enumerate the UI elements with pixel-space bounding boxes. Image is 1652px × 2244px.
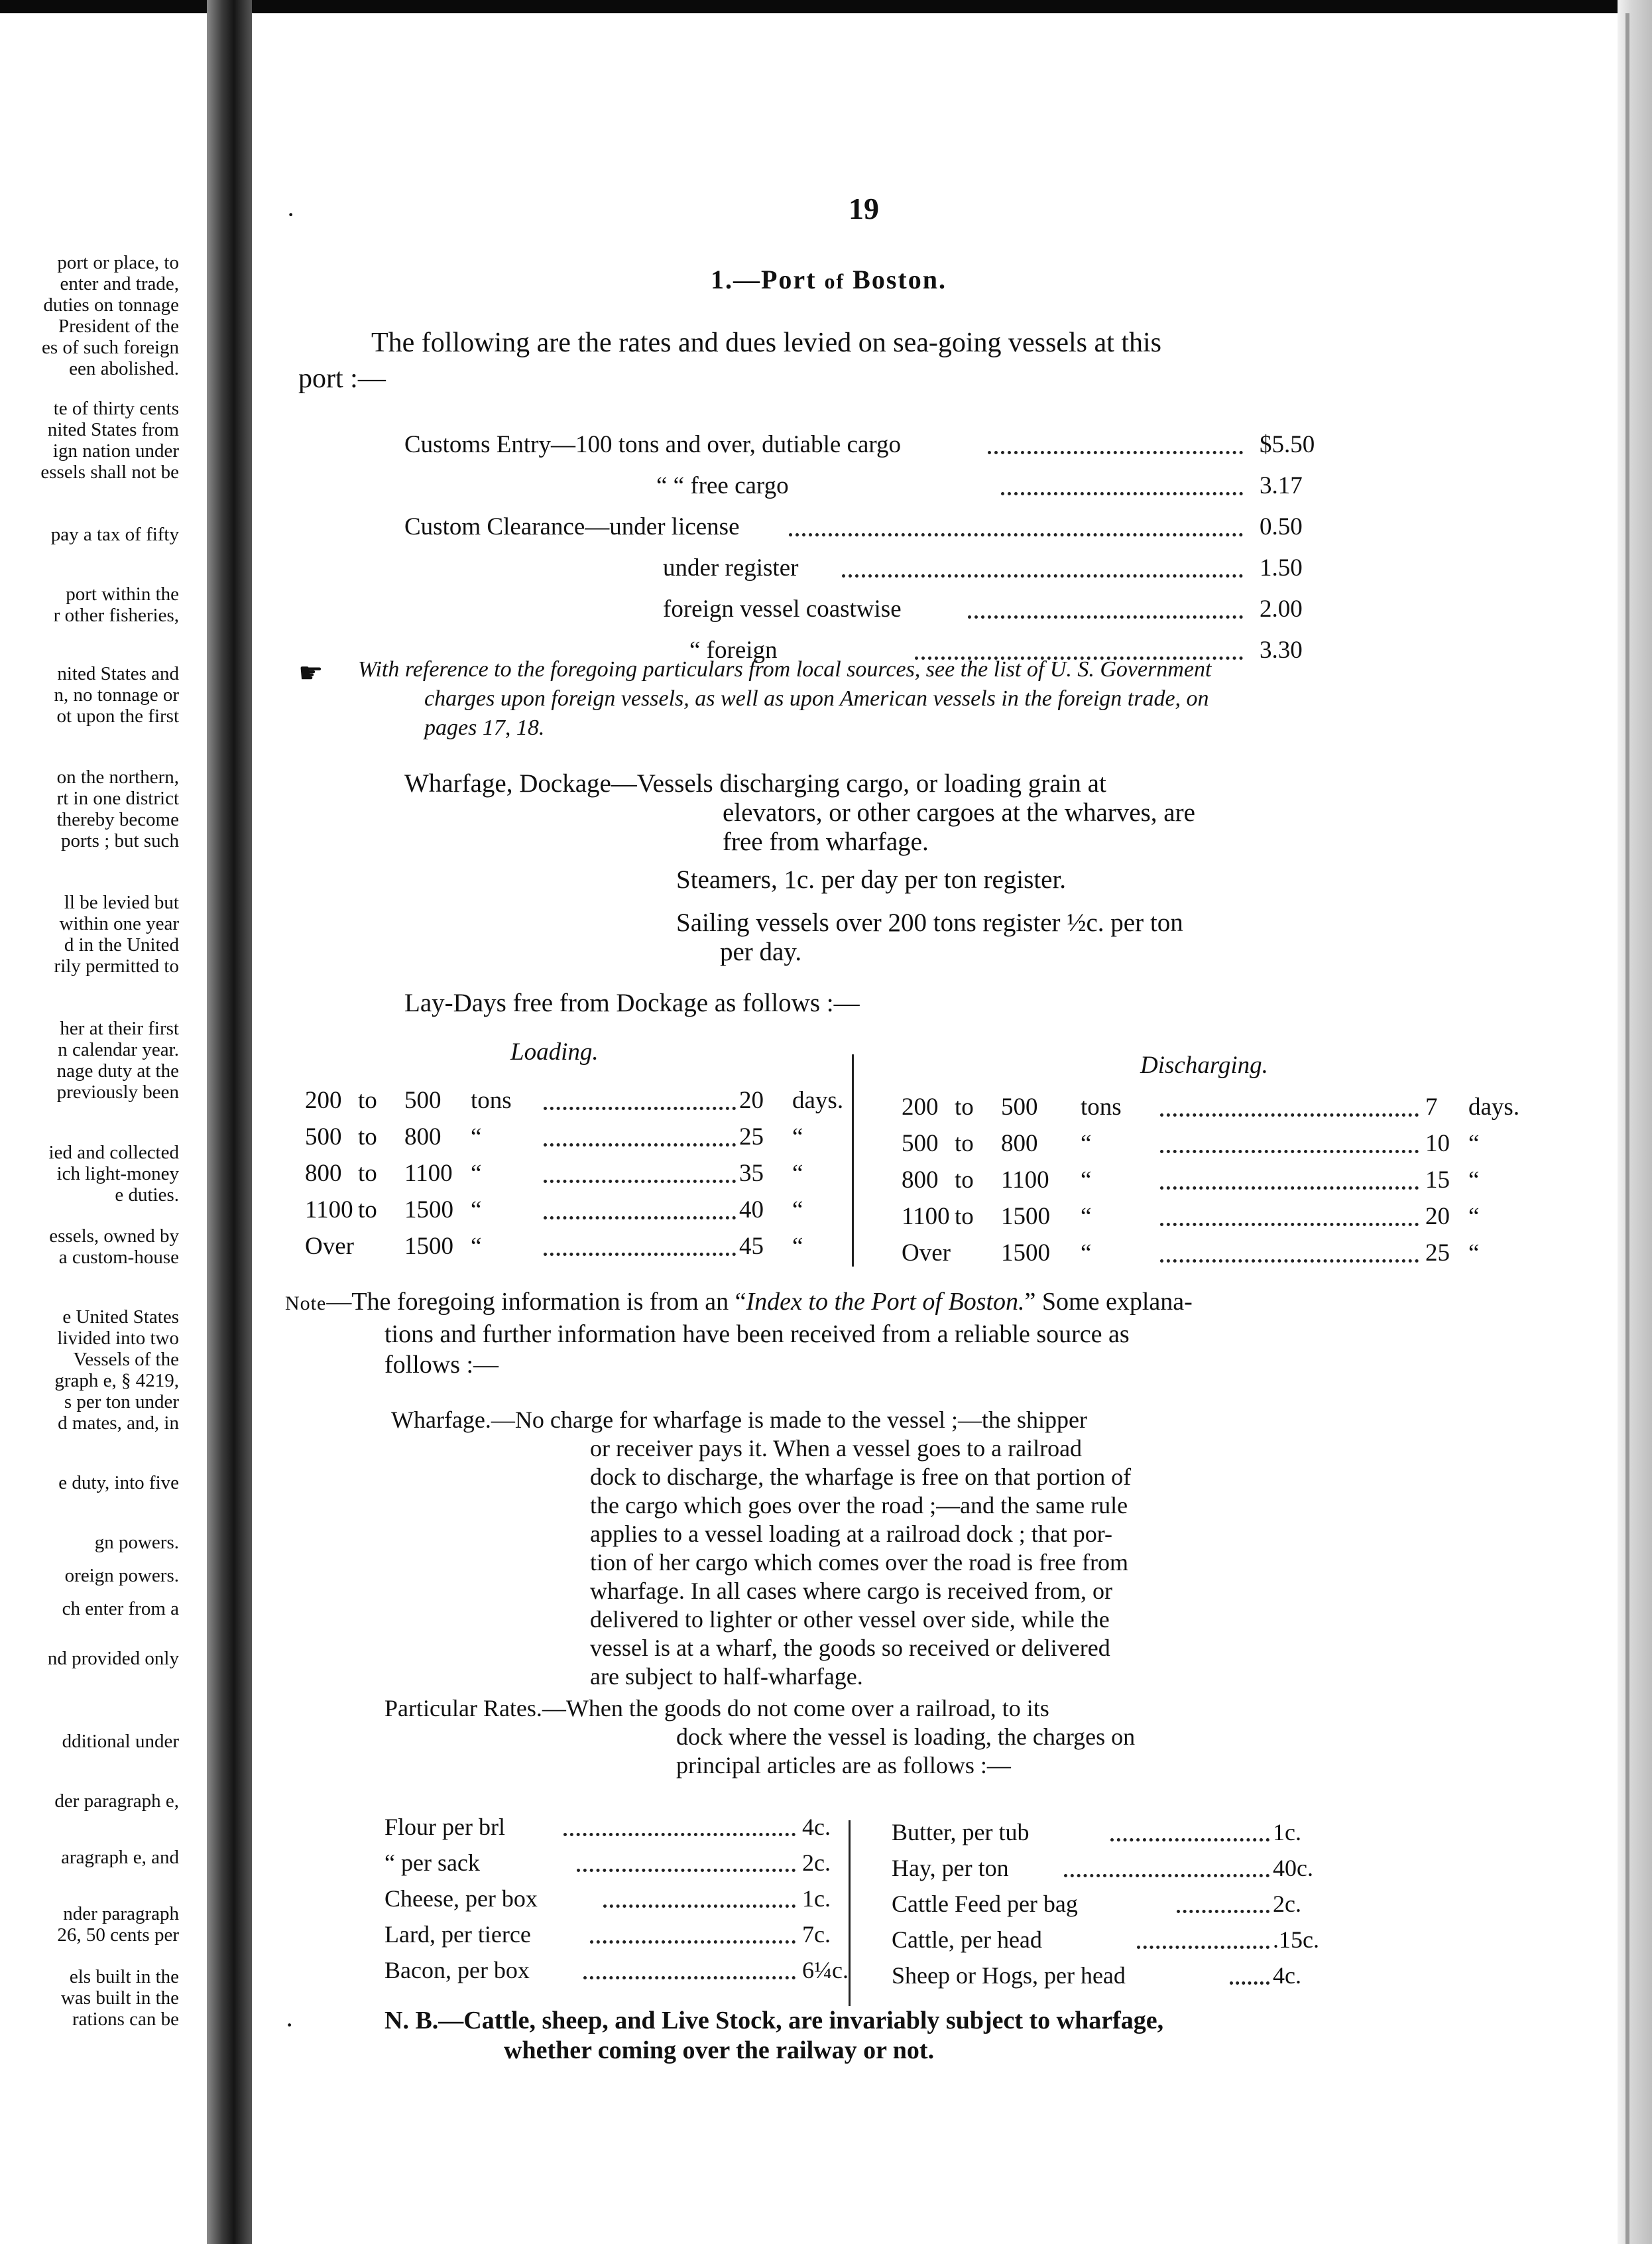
facing-page-text-fragment: Vessels of the (73, 1349, 179, 1370)
facing-page-text-fragment: enter and trade, (60, 273, 179, 294)
facing-page-text-fragment: on the northern, (56, 767, 179, 788)
dot-leader (1160, 1150, 1419, 1153)
discharging-to: 1100 (1001, 1166, 1049, 1194)
facing-page-text-fragment: oreign powers. (64, 1565, 179, 1586)
facing-page-text-fragment: ll be levied but (64, 892, 179, 913)
discharging-suffix: “ (1468, 1130, 1480, 1157)
dot-leader (1001, 492, 1243, 495)
dot-leader (1160, 1186, 1419, 1190)
discharging-to: 1500 (1001, 1203, 1050, 1230)
articles_right-price: 1c. (1273, 1819, 1301, 1845)
discharging-to-word: to (955, 1130, 974, 1157)
loading-to: 500 (404, 1087, 442, 1114)
discharging-days: 25 (1425, 1239, 1450, 1267)
wharfage-note-line: delivered to lighter or other vessel over side, while the (590, 1606, 1110, 1633)
loading-unit: “ (471, 1123, 482, 1151)
rate-row (404, 424, 1332, 466)
discharging-from: 1100 (902, 1203, 950, 1230)
discharging-from: Over (902, 1239, 951, 1267)
facing-page-text-fragment: her at their first (60, 1018, 179, 1039)
wharfage-note-line: vessel is at a wharf, the goods so received or delivered (590, 1635, 1110, 1661)
articles_left-price: 1c. (802, 1885, 831, 1912)
wharfage-note-line: the cargo which goes over the road ;—and the same rule (590, 1492, 1128, 1519)
articles_left-row (384, 1918, 895, 1951)
page-edge-line (1625, 13, 1629, 2244)
intro-paragraph: The following are the rates and dues levied on sea-going vessels at this port :— (298, 328, 1161, 394)
dot-leader (544, 1107, 736, 1110)
discharging-unit: tons (1081, 1093, 1122, 1121)
facing-page-text-fragment: n calendar year. (58, 1039, 179, 1060)
articles_right-price: 2c. (1273, 1891, 1301, 1917)
articles_left-label: Lard, per tierce (384, 1921, 531, 1948)
wharfage-note-line: dock to discharge, the wharfage is free on that portion of (590, 1464, 1132, 1490)
discharging-to: 800 (1001, 1130, 1038, 1157)
rate-amount: 0.50 (1260, 513, 1303, 540)
dot-leader (1064, 1874, 1269, 1877)
discharging-row (902, 1200, 1525, 1233)
articles_right-label: Cattle Feed per bag (892, 1891, 1078, 1917)
discharging-row (902, 1164, 1525, 1197)
wharfage-dockage: Wharfage, Dockage—Vessels discharging cargo, or loading grain at elevators, or other cargoes at the wharves, are free from wharfage. (404, 769, 1195, 856)
articles_right-row (892, 1959, 1369, 1992)
discharging-heading: Discharging. (1140, 1052, 1268, 1079)
loading-to: 800 (404, 1123, 442, 1151)
facing-page-text-fragment: essels shall not be (40, 462, 179, 483)
loading-heading: Loading. (510, 1038, 599, 1066)
particular-rates (384, 1694, 1332, 1780)
articles_right-label: Sheep or Hogs, per head (892, 1962, 1126, 1989)
dot-leader (1160, 1259, 1419, 1263)
discharging-suffix: “ (1468, 1166, 1480, 1194)
facing-page-text-fragment: e United States (62, 1306, 179, 1328)
particular-rates-line: principal articles are as follows :— (676, 1752, 1011, 1778)
rate-row (404, 548, 1332, 589)
facing-page-text-fragment: President of the (58, 316, 179, 337)
facing-page-text-fragment: graph e, § 4219, (54, 1370, 179, 1391)
facing-page-text-fragment: e duty, into five (58, 1472, 179, 1493)
rate-amount: 3.30 (1260, 637, 1303, 664)
facing-page-text-fragment: es of such foreign (42, 337, 179, 358)
dot-leader (1160, 1113, 1419, 1117)
facing-page-text-fragment: was built in the (60, 1987, 179, 2009)
facing-page-text-fragment: ied and collected (48, 1142, 179, 1163)
wharfage-note-line: wharfage. In all cases where cargo is received from, or (590, 1578, 1112, 1604)
dot-leader (544, 1180, 736, 1183)
stray-mark: · (286, 200, 296, 229)
facing-page-text-fragment: n, no tonnage or (54, 684, 179, 706)
articles_right-row (892, 1887, 1369, 1920)
discharging-suffix: “ (1468, 1203, 1480, 1230)
rate-amount: 3.17 (1260, 472, 1303, 499)
facing-page-text-fragment: port within the (66, 584, 179, 605)
customs-rate-table (404, 424, 1332, 671)
loading-from: 500 (305, 1123, 342, 1151)
facing-page-text-fragment: rily permitted to (54, 956, 179, 977)
articles_right-price: 4c. (1273, 1962, 1301, 1989)
lay-days-heading: Lay-Days free from Dockage as follows :— (404, 989, 860, 1017)
dot-leader (1110, 1838, 1269, 1841)
rate-label: “ “ free cargo (656, 472, 789, 499)
facing-page-text-fragment: d mates, and, in (58, 1412, 179, 1434)
articles_right-row (892, 1923, 1369, 1956)
facing-page-text-fragment: nder paragraph (63, 1903, 179, 1924)
page-content (278, 0, 1520, 2244)
facing-page-text-fragment: a custom-house (58, 1247, 179, 1268)
discharging-days: 7 (1425, 1093, 1438, 1121)
articles_right-label: Hay, per ton (892, 1855, 1009, 1881)
discharging-to-word: to (955, 1203, 974, 1230)
discharging-days: 15 (1425, 1166, 1450, 1194)
facing-page-text-fragment: pay a tax of fifty (50, 524, 179, 545)
dot-leader (544, 1253, 736, 1256)
loading-days: 20 (739, 1087, 764, 1114)
note-paragraph: Note—The foregoing information is from an “Index to the Port of Boston.” Some explana- tions and further information have been received from a reliable source as follows :— (285, 1288, 1193, 1379)
discharging-row (902, 1091, 1525, 1124)
facing-page-text-fragment: te of thirty cents (53, 398, 179, 419)
loading-row (305, 1230, 849, 1263)
facing-page-text-fragment: nited States from (47, 419, 179, 440)
loading-to: 1500 (404, 1233, 453, 1260)
articles_left-row (384, 1882, 895, 1915)
loading-to-word: to (358, 1087, 377, 1114)
rate-amount: 1.50 (1260, 554, 1303, 582)
loading-from: 800 (305, 1160, 342, 1187)
rate-amount: $5.50 (1260, 431, 1315, 458)
page-number: 19 (849, 192, 879, 225)
column-divider (852, 1054, 854, 1267)
discharging-to: 500 (1001, 1093, 1038, 1121)
facing-page-text-fragment: thereby become (56, 809, 179, 830)
dot-leader (1230, 1981, 1269, 1985)
wharfage-note-line: applies to a vessel loading at a railroad dock ; that por- (590, 1521, 1113, 1547)
facing-page-text-fragment: d in the United (64, 934, 179, 956)
loading-unit: “ (471, 1233, 482, 1260)
facing-page-text-fragment: dditional under (62, 1731, 179, 1752)
discharging-unit: “ (1081, 1239, 1092, 1267)
rate-row (404, 589, 1332, 630)
dot-leader (544, 1143, 736, 1147)
loading-unit: “ (471, 1160, 482, 1187)
facing-page-text-fragment: e duties. (115, 1184, 179, 1206)
loading-from: Over (305, 1233, 354, 1260)
section-title: 1.—Port of Boston. (711, 265, 947, 294)
dot-leader (590, 1940, 796, 1944)
discharging-days: 20 (1425, 1203, 1450, 1230)
articles_left-label: Bacon, per box (384, 1957, 530, 1983)
loading-to: 1100 (404, 1160, 453, 1187)
rate-label: “ foreign (689, 637, 778, 664)
facing-page-text-fragment: ot upon the first (56, 706, 179, 727)
discharging-unit: “ (1081, 1130, 1092, 1157)
loading-days: 25 (739, 1123, 764, 1151)
rate-label: Customs Entry—100 tons and over, dutiable cargo (404, 431, 902, 458)
loading-from: 1100 (305, 1196, 353, 1223)
nb-paragraph: N. B.—Cattle, sheep, and Live Stock, are invariably subject to wharfage, whether coming over the railway or not. (384, 2007, 1164, 2064)
articles_left-label: Cheese, per box (384, 1885, 538, 1912)
book-spine-shadow (207, 0, 252, 2244)
discharging-from: 500 (902, 1130, 939, 1157)
articles_left-label: Flour per brl (384, 1814, 505, 1840)
facing-page-text-fragment: nage duty at the (56, 1060, 179, 1082)
facing-page-text-fragment: rations can be (72, 2009, 179, 2030)
facing-page-text-fragment: rt in one district (56, 788, 179, 809)
loading-suffix: “ (792, 1123, 803, 1151)
loading-unit: tons (471, 1087, 512, 1114)
loading-suffix: “ (792, 1196, 803, 1223)
page-right-edge (1618, 0, 1652, 2244)
loading-days: 45 (739, 1233, 764, 1260)
loading-suffix: “ (792, 1233, 803, 1260)
discharging-unit: “ (1081, 1203, 1092, 1230)
articles_left-price: 4c. (802, 1814, 831, 1840)
facing-page-text-fragment: els built in the (69, 1966, 179, 1987)
facing-page-text-fragment: essels, owned by (49, 1225, 179, 1247)
dot-leader (842, 574, 1243, 578)
facing-page-text-fragment: gn powers. (94, 1532, 179, 1553)
dot-leader (603, 1904, 796, 1908)
discharging-from: 800 (902, 1166, 939, 1194)
discharging-row (902, 1127, 1525, 1160)
wharfage-note (391, 1406, 1332, 1691)
articles_left-row (384, 1846, 895, 1879)
reference-note: With reference to the foregoing particulars from local sources, see the list of U. S. Government charges upon foreign vessels, as well as upon American vessels in the foreign trade, on pages 17, 18. (358, 657, 1212, 740)
facing-page-text-fragment: nited States and (57, 663, 179, 684)
discharging-days: 10 (1425, 1130, 1450, 1157)
articles_right-price: 40c. (1273, 1855, 1313, 1881)
sailing-vessels-rate: Sailing vessels over 200 tons register ½c. per ton per day. (676, 908, 1183, 966)
articles_right-row (892, 1851, 1369, 1885)
dot-leader (789, 533, 1243, 536)
particular-rates-line: dock where the vessel is loading, the charges on (676, 1723, 1136, 1750)
facing-page-text-fragment: ports ; but such (60, 830, 179, 851)
dot-leader (563, 1833, 796, 1836)
articles_right-price: .15c. (1273, 1926, 1319, 1953)
dot-leader (968, 615, 1243, 619)
facing-page-text-fragment: nd provided only (47, 1648, 179, 1669)
loading-to-word: to (358, 1196, 377, 1223)
loading-to-word: to (358, 1123, 377, 1151)
facing-page-text-fragment: 26, 50 cents per (57, 1924, 179, 1946)
particular-rates-line: Particular Rates.—When the goods do not come over a railroad, to its (384, 1695, 1049, 1721)
articles_left-price: 7c. (802, 1921, 831, 1948)
facing-page-text-fragment: ich light-money (56, 1163, 179, 1184)
articles_left-price: 2c. (802, 1849, 831, 1876)
facing-page-fragments (0, 0, 199, 2244)
articles_right-label: Cattle, per head (892, 1926, 1042, 1953)
facing-page-text-fragment: previously been (56, 1082, 179, 1103)
facing-page-text-fragment: within one year (59, 913, 179, 934)
discharging-suffix: days. (1468, 1093, 1520, 1121)
discharging-to: 1500 (1001, 1239, 1050, 1267)
dot-leader (1160, 1223, 1419, 1226)
loading-days: 35 (739, 1160, 764, 1187)
rate-label: foreign vessel coastwise (663, 595, 902, 623)
loading-row (305, 1121, 849, 1154)
articles_left-price: 6¼c. (802, 1957, 849, 1983)
loading-unit: “ (471, 1196, 482, 1223)
facing-page-text-fragment: ch enter from a (62, 1598, 179, 1619)
rate-row (404, 466, 1332, 507)
wharfage-note-line: or receiver pays it. When a vessel goes to a railroad (590, 1435, 1083, 1462)
loading-suffix: “ (792, 1160, 803, 1187)
dot-leader (544, 1216, 736, 1219)
articles_left-row (384, 1810, 895, 1843)
articles_right-label: Butter, per tub (892, 1819, 1030, 1845)
dot-leader (988, 451, 1243, 454)
loading-suffix: days. (792, 1087, 844, 1114)
discharging-suffix: “ (1468, 1239, 1480, 1267)
facing-page-text-fragment: der paragraph e, (54, 1790, 179, 1812)
discharging-to-word: to (955, 1093, 974, 1121)
dot-leader (583, 1976, 796, 1979)
discharging-unit: “ (1081, 1166, 1092, 1194)
facing-page-text-fragment: port or place, to (57, 252, 179, 273)
discharging-to-word: to (955, 1166, 974, 1194)
dot-leader (1177, 1910, 1269, 1913)
steamers-rate: Steamers, 1c. per day per ton register. (676, 865, 1067, 894)
dot-leader (1137, 1946, 1269, 1949)
wharfage-note-line: Wharfage.—No charge for wharfage is made to the vessel ;—the shipper (391, 1406, 1087, 1433)
articles_left-label: “ per sack (384, 1849, 480, 1876)
rate-amount: 2.00 (1260, 595, 1303, 623)
dot-leader (577, 1869, 796, 1872)
loading-to-word: to (358, 1160, 377, 1187)
articles_right-row (892, 1816, 1369, 1849)
facing-page-text-fragment: livided into two (57, 1328, 179, 1349)
facing-page-text-fragment: ign nation under (52, 440, 179, 462)
loading-from: 200 (305, 1087, 342, 1114)
facing-page-text-fragment: s per ton under (64, 1391, 179, 1412)
discharging-row (902, 1237, 1525, 1270)
loading-to: 1500 (404, 1196, 453, 1223)
discharging-from: 200 (902, 1093, 939, 1121)
loading-row (305, 1157, 849, 1190)
rate-label: under register (663, 554, 799, 582)
wharfage-note-line: are subject to half-wharfage. (590, 1663, 863, 1690)
rate-row (404, 507, 1332, 548)
facing-page-text-fragment: aragraph e, and (61, 1847, 179, 1868)
stray-mark: · (285, 2010, 294, 2040)
facing-page-text-fragment: een abolished. (69, 358, 179, 379)
loading-row (305, 1084, 849, 1117)
manicule-pointing-hand-icon: ☛ (298, 658, 324, 689)
loading-row (305, 1194, 849, 1227)
rate-label: Custom Clearance—under license (404, 513, 740, 540)
facing-page-text-fragment: duties on tonnage (43, 294, 179, 316)
wharfage-note-line: tion of her cargo which comes over the road is free from (590, 1549, 1129, 1576)
facing-page-text-fragment: r other fisheries, (53, 605, 179, 626)
loading-days: 40 (739, 1196, 764, 1223)
articles_left-row (384, 1954, 895, 1987)
